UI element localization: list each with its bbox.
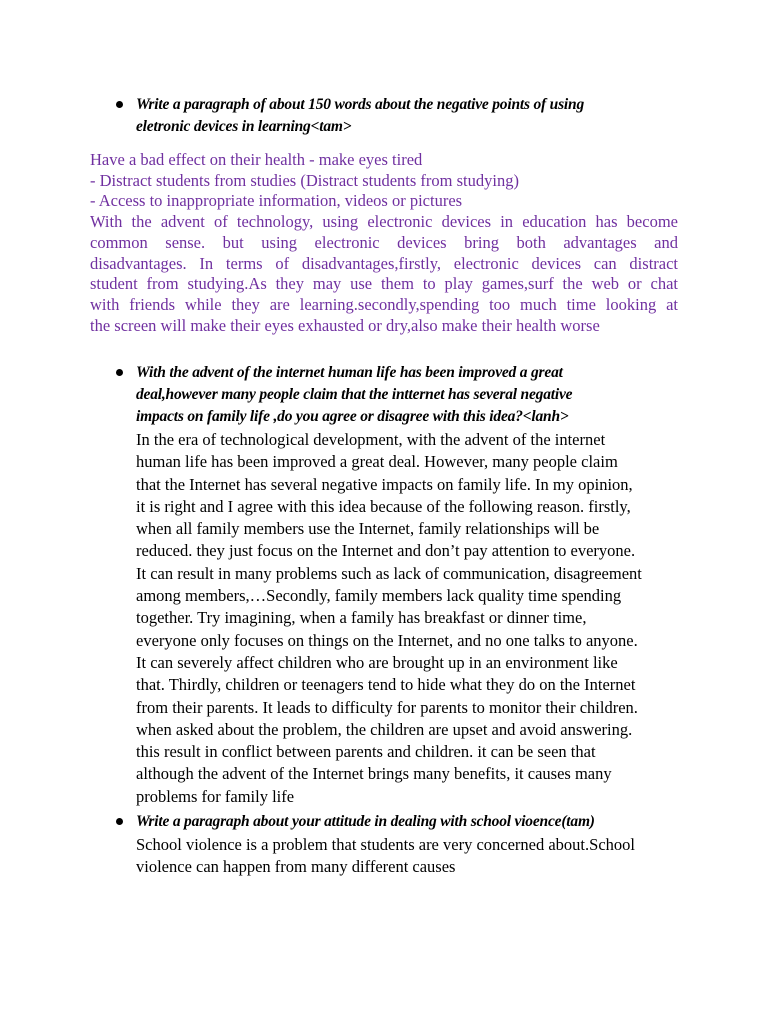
answer-1-purple bbox=[90, 150, 678, 336]
answer-line: It can severely affect children who are brought up in an environment like bbox=[136, 652, 618, 672]
answer-line: human life has been improved a great deal. However, many people claim bbox=[136, 452, 618, 472]
answer-line: it is right and I agree with this idea because of the following reason. firstly, bbox=[136, 496, 631, 516]
answer-line: together. Try imagining, when a family has breakfast or dinner time, bbox=[136, 608, 587, 628]
prompt-2 bbox=[136, 362, 676, 428]
answer-line: - Distract students from studies (Distract students from studying) bbox=[90, 170, 519, 190]
answer-line: violence can happen from many different causes bbox=[136, 857, 456, 877]
answer-line: everyone only focuses on things on the Internet, and no one talks to anyone. bbox=[136, 630, 638, 650]
answer-2 bbox=[136, 429, 676, 808]
answer-line: among members,…Secondly, family members lack quality time spending bbox=[136, 586, 622, 606]
answer-line: School violence is a problem that students are very concerned about.School bbox=[136, 835, 635, 854]
answer-line: with friends while they are learning.secondly,spending too much time looking at bbox=[90, 294, 678, 314]
answer-line: from their parents. It leads to difficulty for parents to monitor their children. bbox=[136, 697, 638, 717]
answer-line: Have a bad effect on their health - make eyes tired bbox=[90, 150, 423, 169]
prompt-3 bbox=[136, 811, 676, 833]
prompt-line: Write a paragraph about your attitude in dealing with school vioence(tam) bbox=[136, 813, 595, 830]
answer-line: disadvantages. In terms of disadvantages,firstly, electronic devices can distract bbox=[90, 253, 678, 273]
answer-line: It can result in many problems such as lack of communication, disagreement bbox=[136, 563, 642, 583]
prompt-line: deal,however many people claim that the intternet has several negative bbox=[136, 386, 573, 403]
answer-line: common sense. but using electronic devices bring both advantages and bbox=[90, 232, 678, 252]
answer-line: student from studying.As they may use them to play games,surf the web or chat bbox=[90, 274, 678, 294]
answer-line: that the Internet has several negative impacts on family life. In my opinion, bbox=[136, 474, 633, 494]
prompt-line: Write a paragraph of about 150 words about the negative points of using bbox=[136, 96, 584, 113]
bullet-icon bbox=[116, 101, 123, 108]
prompt-1 bbox=[136, 94, 676, 138]
answer-line: although the advent of the Internet brings many benefits, it causes many bbox=[136, 764, 612, 784]
answer-line: this result in conflict between parents and children. it can be seen that bbox=[136, 742, 596, 762]
answer-3 bbox=[136, 834, 676, 879]
bullet-icon bbox=[116, 818, 123, 825]
answer-line: problems for family life bbox=[136, 786, 295, 806]
answer-line: reduced. they just focus on the Internet and don’t pay attention to everyone. bbox=[136, 541, 636, 561]
answer-line: - Access to inappropriate information, videos or pictures bbox=[90, 191, 463, 211]
bullet-icon bbox=[116, 369, 123, 376]
answer-line: In the era of technological development, with the advent of the internet bbox=[136, 430, 606, 449]
prompt-line: With the advent of the internet human life has been improved a great bbox=[136, 364, 563, 381]
answer-line: when all family members use the Internet, family relationships will be bbox=[136, 519, 600, 539]
answer-line: With the advent of technology, using electronic devices in education has become bbox=[90, 212, 678, 232]
prompt-line: impacts on family life ,do you agree or disagree with this idea?<lanh> bbox=[136, 408, 569, 425]
answer-line: when asked about the problem, the children are upset and avoid answering. bbox=[136, 719, 633, 739]
answer-line: the screen will make their eyes exhausted or dry,also make their health worse bbox=[90, 315, 600, 335]
answer-line: that. Thirdly, children or teenagers tend to hide what they do on the Internet bbox=[136, 675, 636, 695]
prompt-line: eletronic devices in learning<tam> bbox=[136, 118, 352, 135]
